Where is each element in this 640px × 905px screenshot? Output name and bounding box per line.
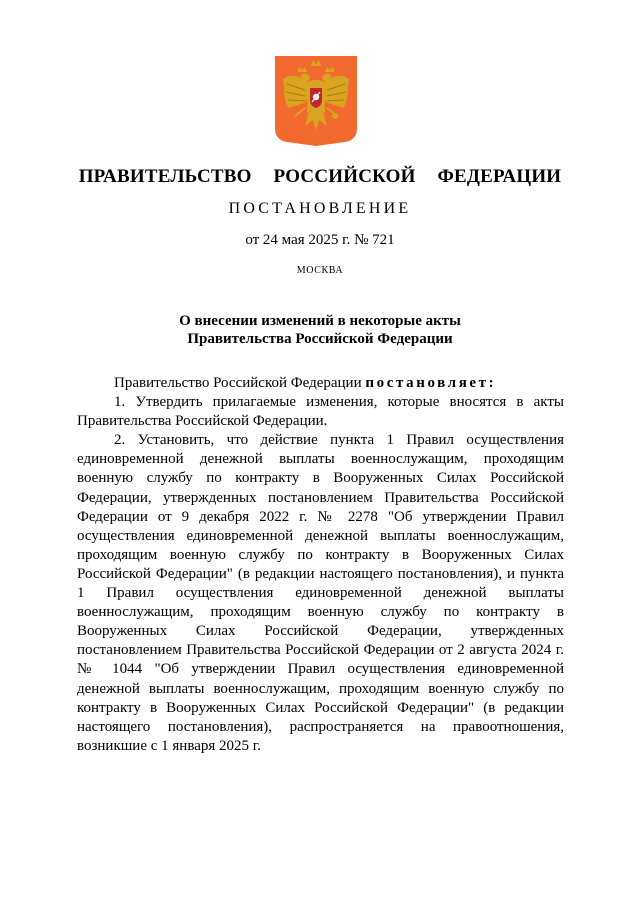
document-body (77, 374, 564, 756)
preamble-verb: постановляет: (365, 375, 497, 391)
russian-coat-of-arms-icon (275, 56, 357, 146)
document-city: МОСКВА (296, 265, 344, 276)
document-type: ПОСТАНОВЛЕНИЕ (228, 200, 412, 217)
preamble-paragraph (77, 374, 564, 393)
paragraph-1: 1. Утвердить прилагаемые изменения, которые вносятся в акты Правительства Российской Федерации. (77, 394, 564, 430)
document-date-number: от 24 мая 2025 г. № 721 (245, 232, 395, 248)
preamble-text: Правительство Российской Федерации (114, 375, 366, 391)
subject-line-1: О внесении изменений в некоторые акты (179, 313, 461, 329)
paragraph-2: 2. Установить, что действие пункта 1 Правил осуществления единовременной денежной выплаты военнослужащим, проходящим военную службу по контракту в Вооруженных Силах Российской Федерации, утвержденных постановлением Правительства Российской Федерации от 9 декабря 2022 г. № 2278 "Об утверждении Правил осуществления единовременной денежной выплаты военнослужащим, проходящим военную службу по контракту в Вооруженных Силах Российской Федерации" (в редакции настоящего постановления), и пункта 1 Правил осуществления единовременной денежной выплаты военнослужащим, проходящим военную службу по контракту в Вооруженных Силах Российской Федерации, утвержденных постановлением Правительства Российской Федерации от 2 августа 2024 г. № 1044 "Об утверждении Правил осуществления единовременной денежной выплаты военнослужащим, проходящим военную службу по контракту в Вооруженных Силах Российской Федерации" (в редакции настоящего постановления), распространяется на правоотношения, возникшие с 1 января 2025 г. (77, 432, 564, 754)
government-title: ПРАВИТЕЛЬСТВО РОССИЙСКОЙ ФЕДЕРАЦИИ (78, 166, 562, 187)
subject-line-2: Правительства Российской Федерации (187, 331, 453, 347)
document-subject (0, 312, 640, 348)
